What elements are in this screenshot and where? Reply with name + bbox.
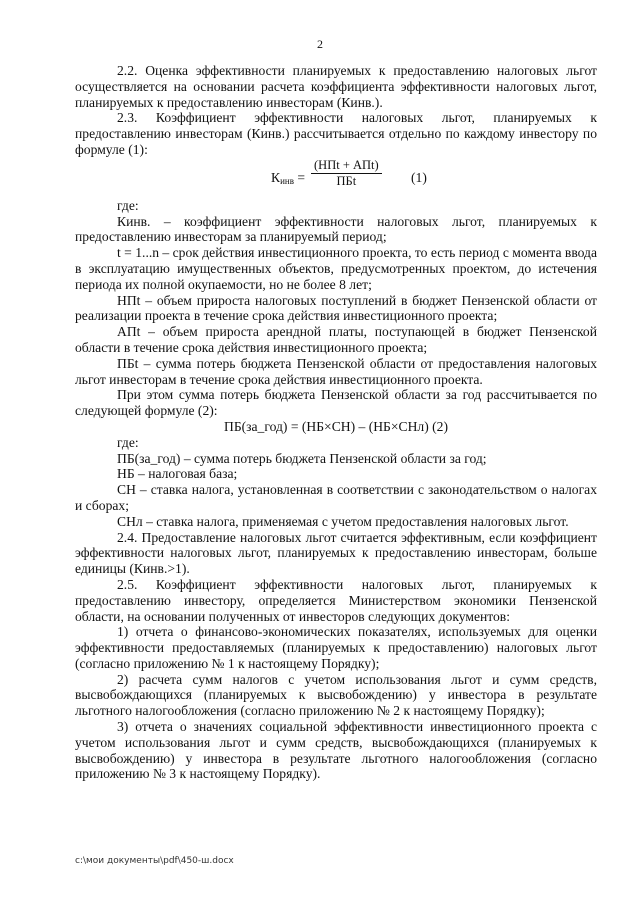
paragraph-year-losses: При этом сумма потерь бюджета Пензенской области за год рассчитывается по следующей формуле (2): [75,387,597,419]
paragraph-2-3: 2.3. Коэффициент эффективности налоговых льгот, планируемых к предоставлению инвесторам (Кинв.) рассчитывается отдельно по каждому инвестору по формуле (1): [75,110,597,157]
paragraph-2-2: 2.2. Оценка эффективности планируемых к предоставлению налоговых льгот осуществляется на основании расчета коэффициента эффективности налоговых льгот, планируемых к предоставлению инвесторам (Кинв.). [75,63,597,110]
list-item-1: 1) отчета о финансово-экономических показателях, используемых для оценки эффективности предоставляемых (планируемых к предоставлению) налоговых льгот (согласно приложению № 1 к настоящему Порядку); [75,624,597,671]
definition-nb: НБ – налоговая база; [117,466,238,482]
definition-kinv: Кинв. – коэффициент эффективности налоговых льгот, планируемых к предоставлению инвесторам за планируемый период; [75,213,597,245]
document-body [75,63,597,782]
formula-1-fraction [311,158,382,189]
formula-1 [75,158,597,198]
definition-pb-year: ПБ(за_год) – сумма потерь бюджета Пензенской области за год; [117,450,487,466]
list-item-2: 2) расчета сумм налогов с учетом использования льгот и сумм средств, высвобождающихся (планируемых к высвобождению) у инвестора в результате льготного налогообложения (согласно приложению № 2 к настоящему Порядку); [75,671,597,719]
definition-np: НПt – объем прироста налоговых поступлений в бюджет Пензенской области от реализации проекта в течение срока действия инвестиционного проекта; [75,292,597,324]
definition-pb: ПБt – сумма потерь бюджета Пензенской области от предоставления налоговых льгот инвесторам в течение срока действия инвестиционного проекта. [75,355,597,387]
formula-1-number: (1) [411,169,427,185]
definition-ap: АПt – объем прироста арендной платы, поступающей в бюджет Пензенской области в течение срока действия инвестиционного проекта; [75,324,597,355]
definition-t: t = 1...n – срок действия инвестиционного проекта, то есть период с момента ввода в эксплуатацию имущественных объектов, предусмотренных проектом, до истечения периода их полной окупаемости, но не более 8 лет; [75,245,597,292]
paragraph-2-4: 2.4. Предоставление налоговых льгот считается эффективным, если коэффициент эффективности налоговых льгот, планируемых к предоставлению инвесторам, больше единицы (Кинв.>1). [75,529,597,577]
where-label-1: где: [117,197,139,213]
paragraph-2-5: 2.5. Коэффициент эффективности налоговых льгот, планируемых к предоставлению инвестору, определяется Министерством экономики Пензенской области, на основании полученных от инвесторов следующих документов: [75,576,597,624]
formula-1-denominator: ПБt [336,173,357,188]
definition-sn: СН – ставка налога, установленная в соответствии с законодательством о налогах и сборах; [75,482,597,513]
definition-snl: СНл – ставка налога, применяемая с учетом предоставления налоговых льгот. [117,513,569,529]
page-number: 2 [317,37,323,51]
list-item-3: 3) отчета о значениях социальной эффективности инвестиционного проекта с учетом использования льгот и сумм средств, высвобождающихся (планируемых к высвобождению) у инвестора в результате льготного налогообложения (согласно приложению № 3 к настоящему Порядку). [75,719,597,782]
formula-1-lhs: $К_{инв}$ = [271,169,306,186]
formula-2: ПБ(за_год) = (НБ×СН) – (НБ×СНл) (2) [224,418,448,434]
footer-file-path: c:\мои документы\pdf\450-ш.docx [75,856,234,866]
where-label-2: где: [117,434,139,450]
formula-1-numerator: (НПt + АПt) [311,158,382,174]
